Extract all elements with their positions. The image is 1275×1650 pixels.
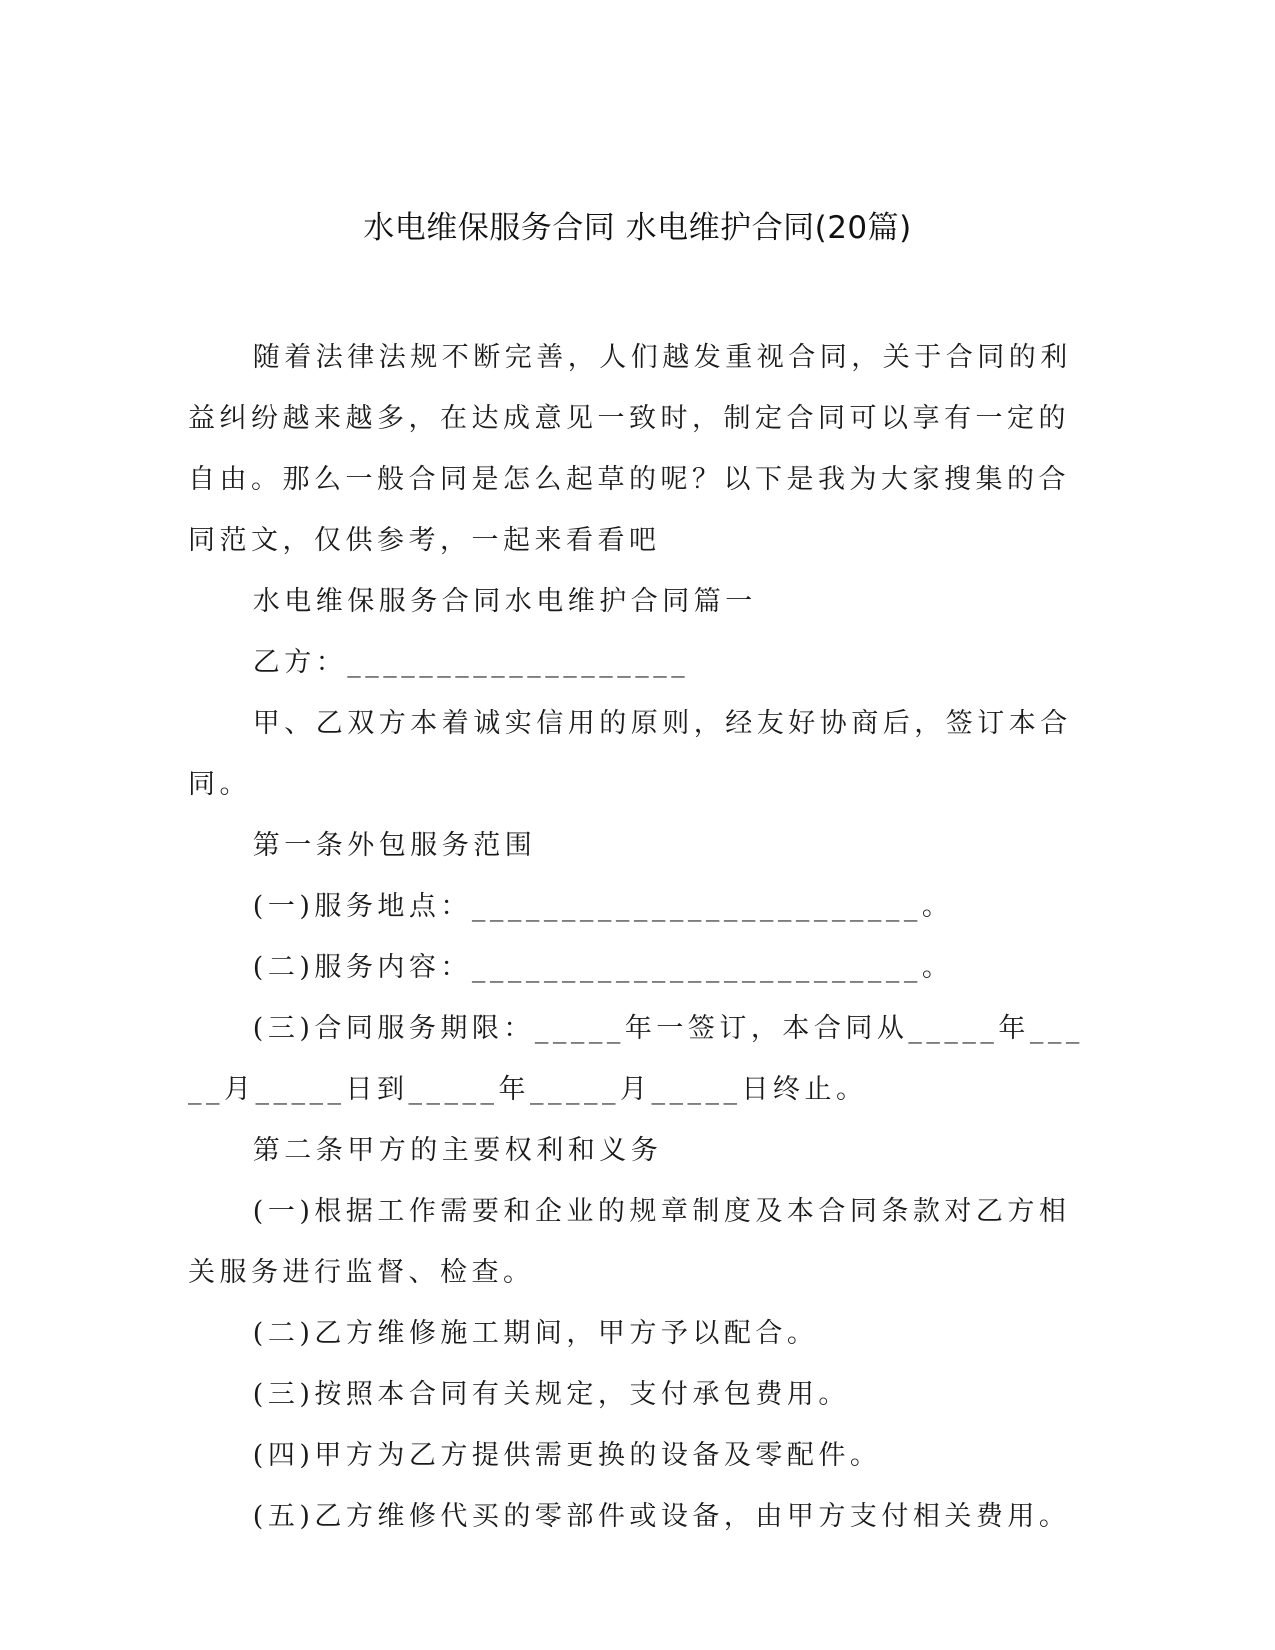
party-b-line: 乙方：___________________ xyxy=(252,647,690,678)
clause-paragraph: (五)乙方维修代买的零部件或设备，由甲方支付相关费用。 xyxy=(252,1501,1071,1532)
document-body xyxy=(188,327,1088,1547)
section-heading: 水电维保服务合同水电维护合同篇一 xyxy=(252,586,757,617)
preamble-paragraph: 甲、乙双方本着诚实信用的原则，经友好协商后，签订本合同。 xyxy=(188,708,1072,800)
article-heading: 第一条外包服务范围 xyxy=(252,830,537,861)
intro-paragraph: 随着法律法规不断完善，人们越发重视合同，关于合同的利益纠纷越来越多，在达成意见一致时，制定合同可以享有一定的自由。那么一般合同是怎么起草的呢？以下是我为大家搜集的合同范文，仅供参考，一起来看看吧 xyxy=(188,342,1072,556)
clause-paragraph: (三)按照本合同有关规定，支付承包费用。 xyxy=(252,1379,850,1410)
document-title: 水电维保服务合同 水电维护合同(20篇) xyxy=(363,210,912,246)
article-heading: 第二条甲方的主要权利和义务 xyxy=(252,1135,663,1166)
clause-paragraph: (四)甲方为乙方提供需更换的设备及零配件。 xyxy=(252,1440,882,1471)
clause-paragraph: (一)根据工作需要和企业的规章制度及本合同条款对乙方相关服务进行监督、检查。 xyxy=(188,1196,1071,1288)
clause-paragraph: (三)合同服务期限：_____年一签订，本合同从_____年_____月_____日到_____年_____月_____日终止。 xyxy=(188,1013,1084,1105)
clause-paragraph: (二)乙方维修施工期间，甲方予以配合。 xyxy=(252,1318,819,1349)
clause-paragraph: (二)服务内容：_________________________。 xyxy=(252,952,954,983)
clause-paragraph: (一)服务地点：_________________________。 xyxy=(252,891,954,922)
